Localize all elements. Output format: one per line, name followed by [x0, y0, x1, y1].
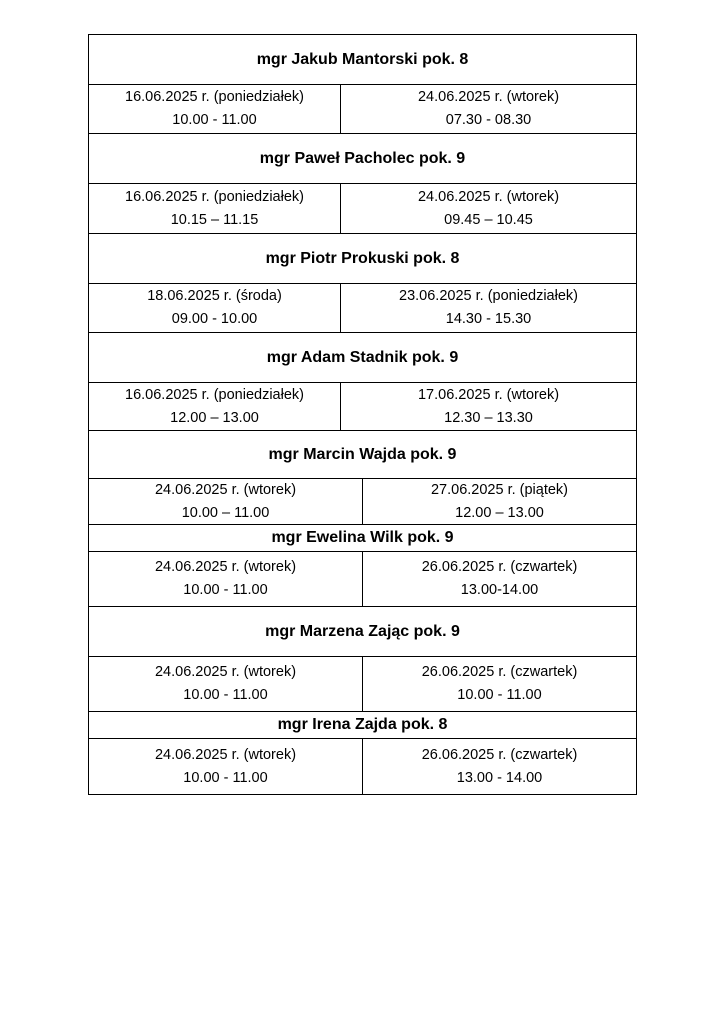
- teacher-header: [89, 333, 636, 383]
- slot-time: 10.00 - 11.00: [183, 769, 268, 786]
- schedule-table: [88, 34, 637, 795]
- slot-time: 12.30 – 13.30: [444, 409, 533, 426]
- slot-date: 26.06.2025 r. (czwartek): [421, 746, 578, 763]
- teacher-name: mgr Marzena Zając pok. 9: [265, 622, 460, 640]
- teacher-name: mgr Marcin Wajda pok. 9: [268, 445, 457, 463]
- teacher-name: mgr Jakub Mantorski pok. 8: [256, 50, 469, 68]
- slot-cell: [341, 184, 636, 233]
- slot-date: 24.06.2025 r. (wtorek): [417, 188, 560, 205]
- slots-row: [89, 739, 636, 794]
- slot-time: 13.00 - 14.00: [456, 769, 543, 786]
- slots-row: [89, 85, 636, 134]
- slot-time: 14.30 - 15.30: [445, 311, 532, 327]
- slot-cell: [363, 657, 636, 711]
- slot-cell: [89, 85, 341, 133]
- slot-time: 13.00-14.00: [460, 582, 539, 598]
- slot-date: 16.06.2025 r. (poniedziałek): [125, 89, 304, 105]
- slot-cell: [363, 552, 636, 606]
- teacher-name: mgr Irena Zajda pok. 8: [277, 716, 448, 733]
- slot-cell: [341, 383, 636, 430]
- teacher-header: [89, 234, 636, 284]
- slot-time: 10.00 - 11.00: [172, 112, 257, 128]
- teacher-header: [89, 712, 636, 739]
- teacher-name: mgr Piotr Prokuski pok. 8: [265, 249, 460, 267]
- slots-row: [89, 284, 636, 333]
- slot-date: 23.06.2025 r. (poniedziałek): [399, 288, 578, 304]
- slot-time: 10.00 – 11.00: [181, 504, 270, 521]
- slot-cell: [341, 85, 636, 133]
- slot-cell: [89, 657, 363, 711]
- slot-time: 10.00 - 11.00: [457, 687, 542, 703]
- slot-cell: [89, 479, 363, 524]
- slot-date: 27.06.2025 r. (piątek): [430, 481, 569, 498]
- slots-row: [89, 657, 636, 712]
- teacher-header: [89, 35, 636, 85]
- slot-time: 12.00 – 13.00: [170, 409, 259, 426]
- teacher-name: mgr Paweł Pacholec pok. 9: [259, 149, 466, 167]
- teacher-header: [89, 134, 636, 184]
- teacher-header: [89, 431, 636, 479]
- slot-cell: [89, 739, 363, 794]
- slots-row: [89, 184, 636, 234]
- slot-date: 17.06.2025 r. (wtorek): [417, 386, 560, 403]
- slot-date: 24.06.2025 r. (wtorek): [154, 746, 297, 763]
- slot-time: 09.45 – 10.45: [444, 211, 533, 228]
- slot-date: 26.06.2025 r. (czwartek): [421, 664, 578, 680]
- slot-date: 24.06.2025 r. (wtorek): [154, 559, 297, 575]
- slot-time: 07.30 - 08.30: [445, 112, 532, 128]
- teacher-header: [89, 525, 636, 552]
- slot-date: 16.06.2025 r. (poniedziałek): [125, 386, 304, 403]
- slot-date: 18.06.2025 r. (środa): [147, 288, 282, 304]
- slot-time: 09.00 - 10.00: [171, 311, 258, 327]
- slot-cell: [363, 479, 636, 524]
- slots-row: [89, 383, 636, 431]
- slots-row: [89, 552, 636, 607]
- slot-date: 24.06.2025 r. (wtorek): [154, 481, 297, 498]
- slots-row: [89, 479, 636, 525]
- slot-time: 12.00 – 13.00: [455, 504, 544, 521]
- slot-time: 10.15 – 11.15: [170, 211, 259, 228]
- slot-time: 10.00 - 11.00: [183, 687, 268, 703]
- slot-cell: [89, 284, 341, 332]
- slot-date: 26.06.2025 r. (czwartek): [421, 559, 578, 575]
- slot-date: 16.06.2025 r. (poniedziałek): [125, 188, 304, 205]
- slot-cell: [89, 383, 341, 430]
- slot-cell: [89, 552, 363, 606]
- slot-time: 10.00 - 11.00: [183, 582, 268, 598]
- slot-cell: [363, 739, 636, 794]
- slot-date: 24.06.2025 r. (wtorek): [154, 664, 297, 680]
- slot-date: 24.06.2025 r. (wtorek): [417, 89, 560, 105]
- slot-cell: [89, 184, 341, 233]
- teacher-name: mgr Ewelina Wilk pok. 9: [271, 529, 454, 546]
- teacher-header: [89, 607, 636, 657]
- slot-cell: [341, 284, 636, 332]
- teacher-name: mgr Adam Stadnik pok. 9: [266, 348, 459, 366]
